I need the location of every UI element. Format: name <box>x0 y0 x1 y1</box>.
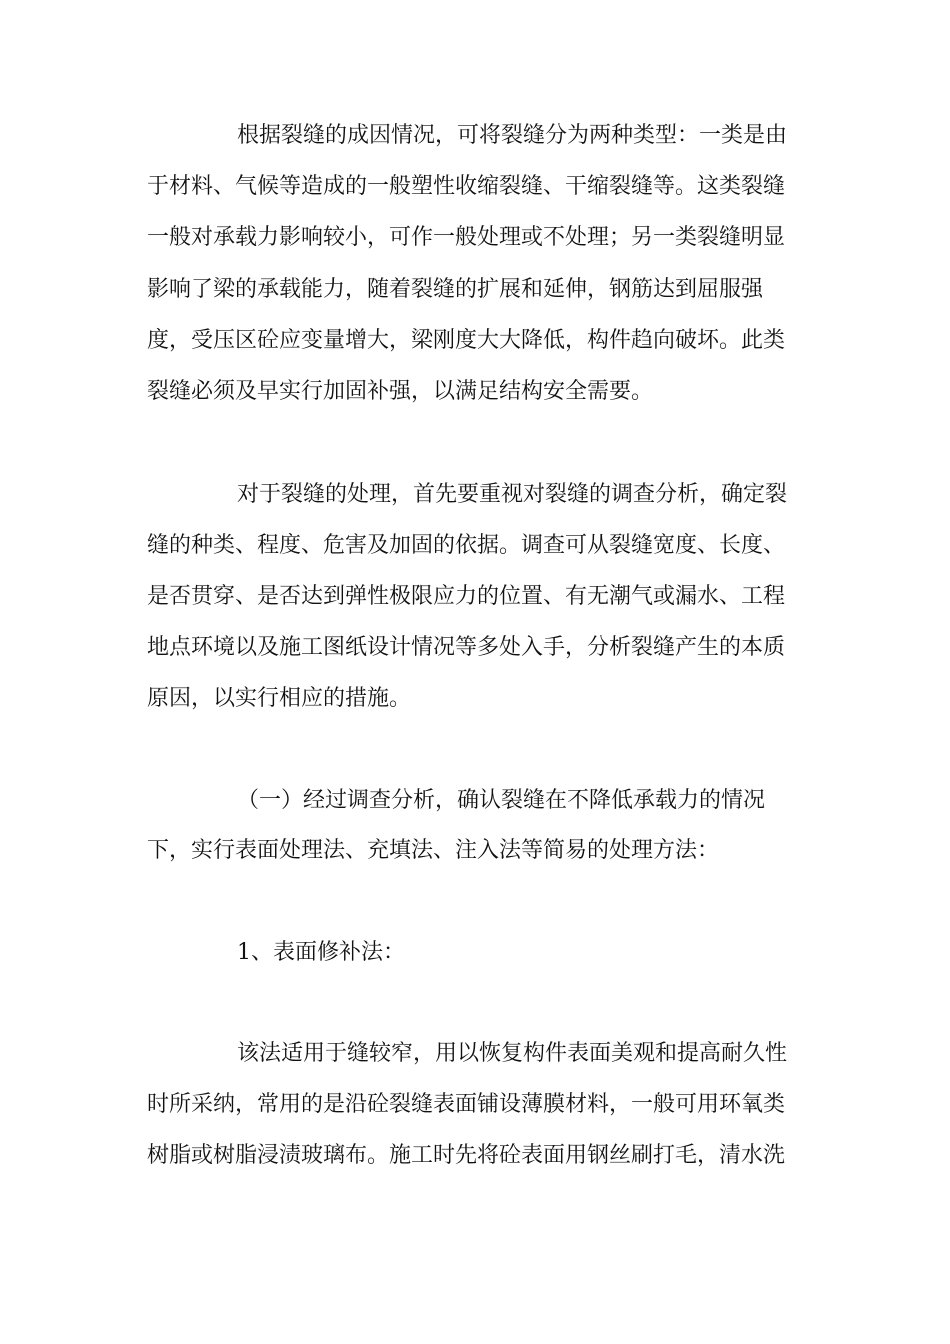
paragraph-2-line-2: 缝的种类、程度、危害及加固的依据。调查可从裂缝宽度、长度、 <box>147 533 786 558</box>
paragraph-2-line-3: 是否贯穿、是否达到弹性极限应力的位置、有无潮气或漏水、工程 <box>147 584 786 609</box>
paragraph-2-line-5: 原因，以实行相应的措施。 <box>147 686 412 711</box>
paragraph-1-line-5: 度，受压区砼应变量增大，梁刚度大大降低，构件趋向破坏。此类 <box>147 328 786 353</box>
paragraph-2-line-1: 对于裂缝的处理，首先要重视对裂缝的调查分析，确定裂 <box>237 482 788 507</box>
paragraph-1-line-2: 于材料、气候等造成的一般塑性收缩裂缝、干缩裂缝等。这类裂缝 <box>147 174 786 199</box>
section-heading: 1、表面修补法： <box>237 940 405 965</box>
paragraph-2-line-4: 地点环境以及施工图纸设计情况等多处入手，分析裂缝产生的本质 <box>147 635 786 660</box>
paragraph-5-line-2: 时所采纳，常用的是沿砼裂缝表面铺设薄膜材料，一般可用环氧类 <box>147 1092 786 1117</box>
paragraph-1-line-4: 影响了梁的承载能力，随着裂缝的扩展和延伸，钢筋达到屈服强 <box>147 277 764 302</box>
paragraph-1-line-1: 根据裂缝的成因情况，可将裂缝分为两种类型：一类是由 <box>237 123 788 148</box>
paragraph-5-line-1: 该法适用于缝较窄，用以恢复构件表面美观和提高耐久性 <box>237 1041 788 1066</box>
paragraph-5-line-3: 树脂或树脂浸渍玻璃布。施工时先将砼表面用钢丝刷打毛，清水洗 <box>147 1143 786 1168</box>
paragraph-1-line-6: 裂缝必须及早实行加固补强，以满足结构安全需要。 <box>147 379 654 404</box>
paragraph-3-line-2: 下，实行表面处理法、充填法、注入法等简易的处理方法： <box>147 838 720 863</box>
paragraph-3-line-1: （一）经过调查分析，确认裂缝在不降低承载力的情况 <box>237 788 766 813</box>
paragraph-1-line-3: 一般对承载力影响较小，可作一般处理或不处理；另一类裂缝明显 <box>147 225 786 250</box>
